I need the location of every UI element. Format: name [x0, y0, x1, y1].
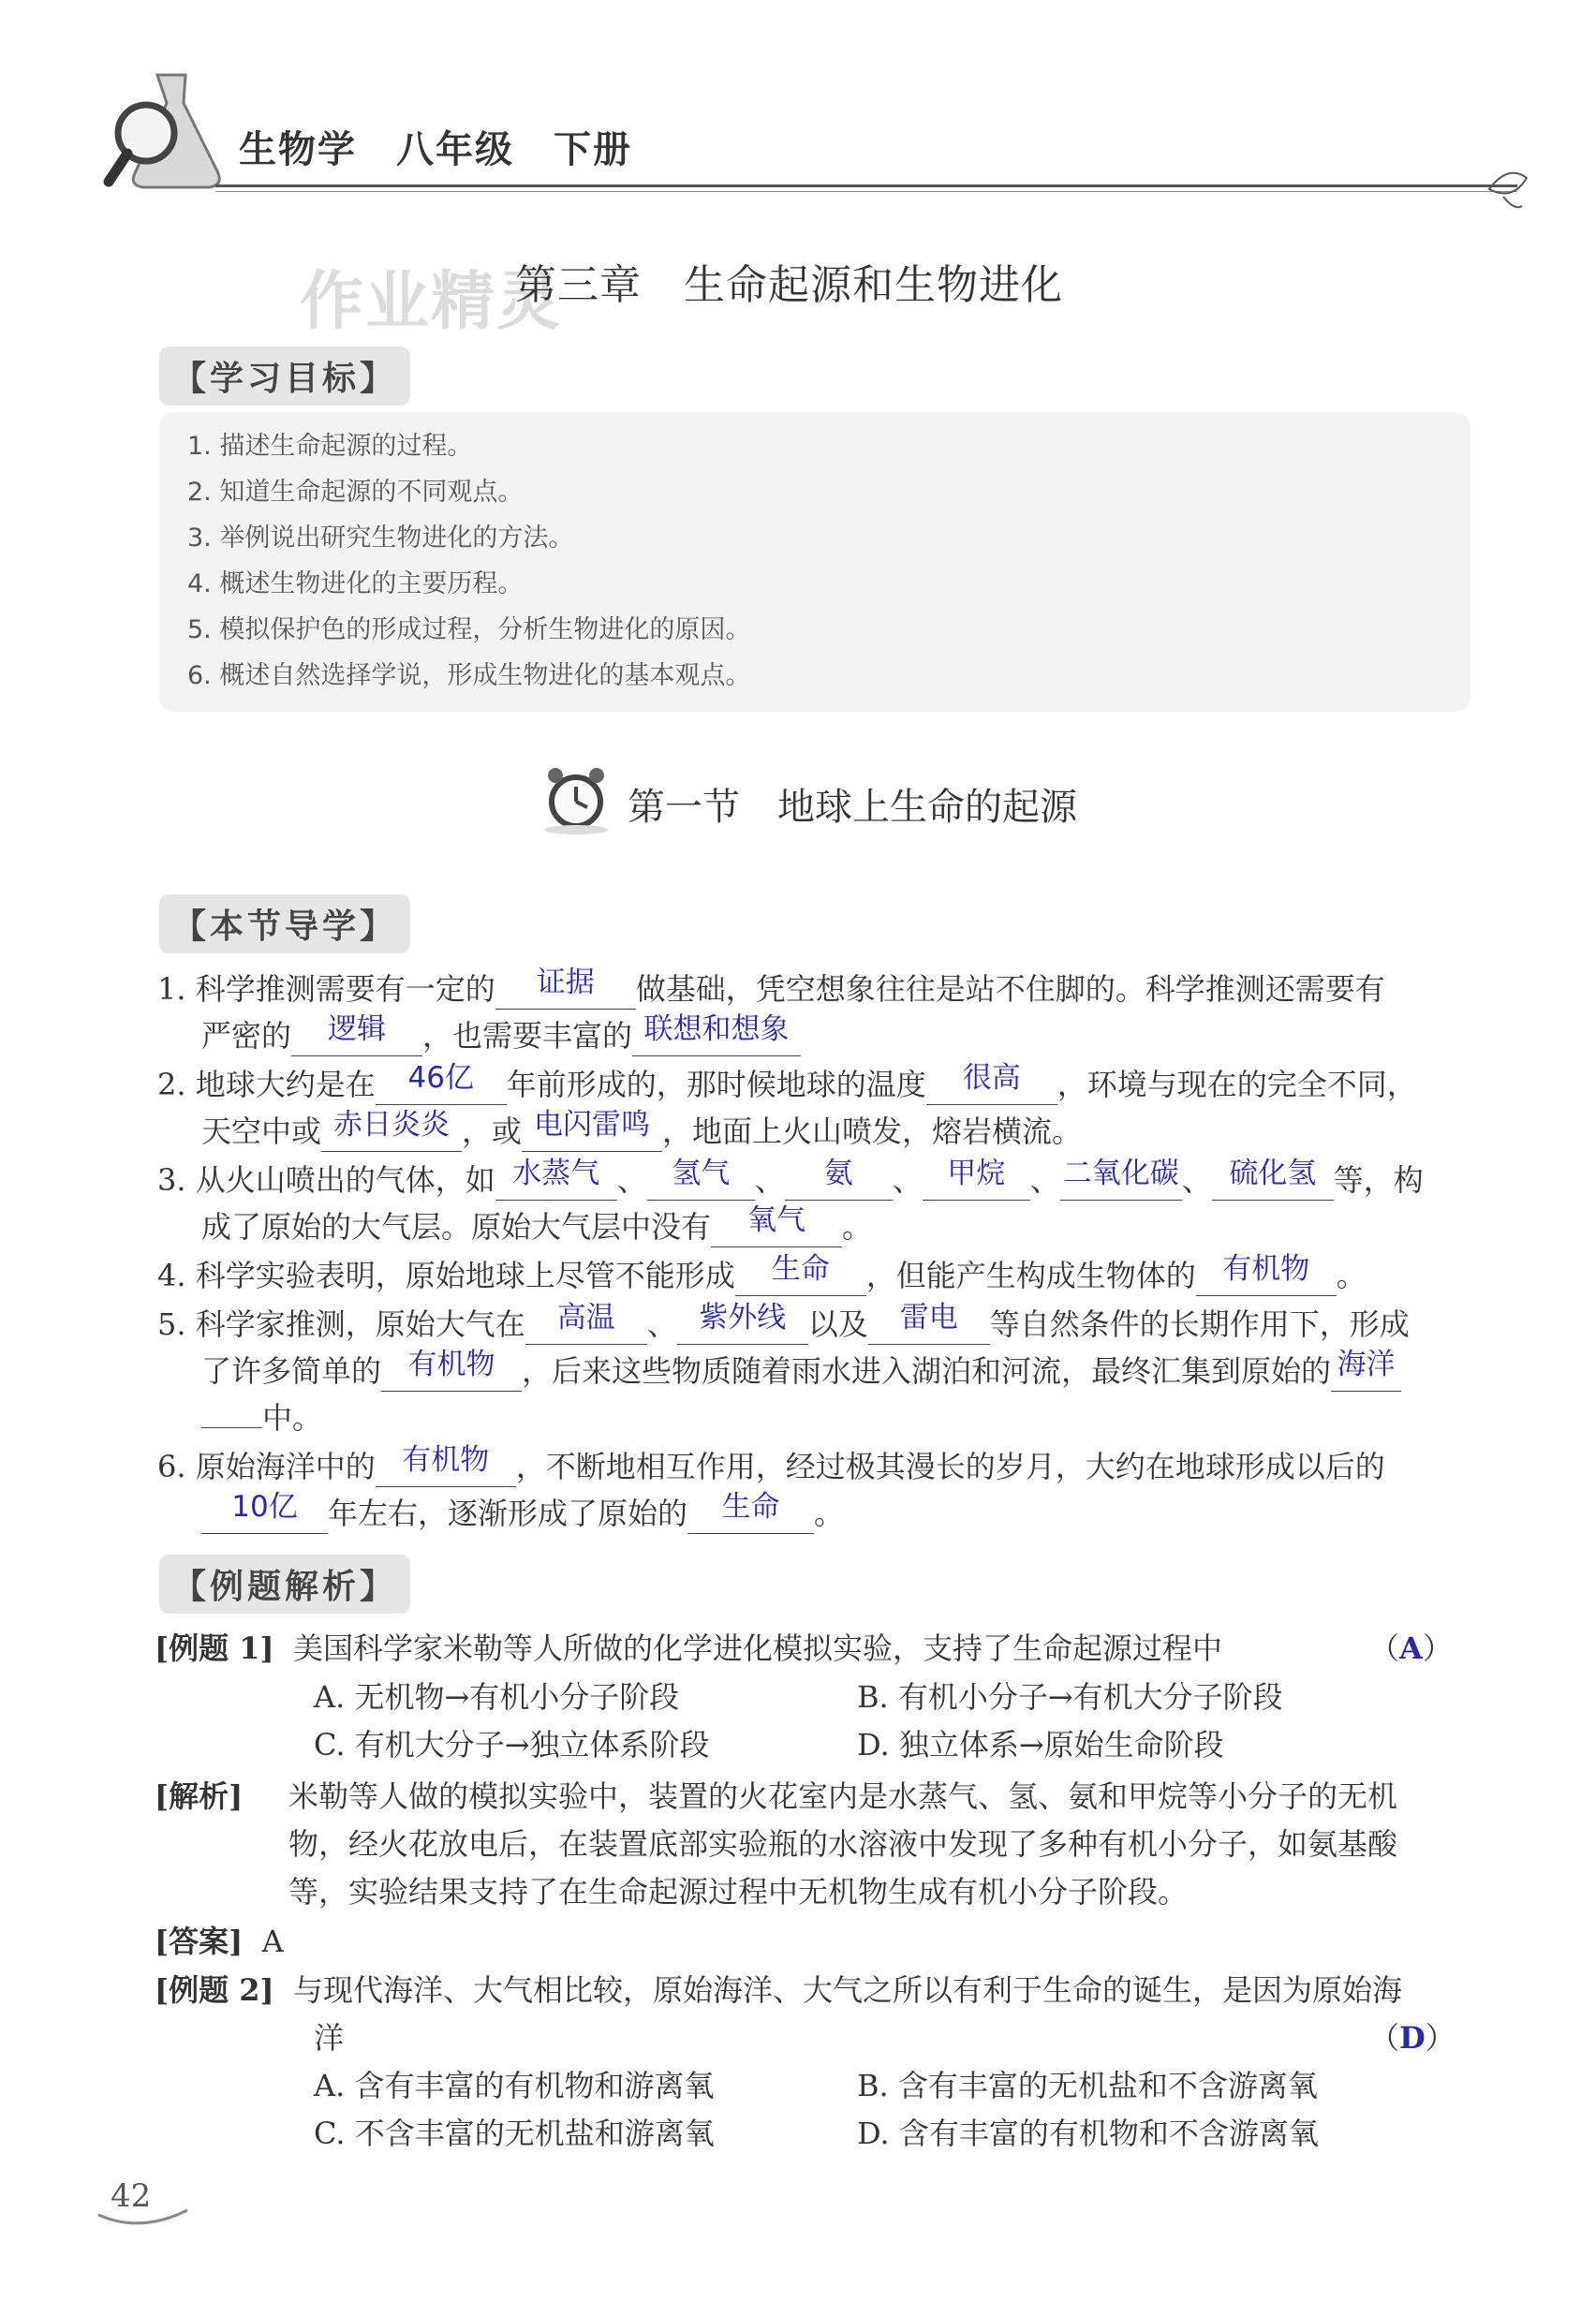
blank[interactable]: 10亿: [201, 1496, 328, 1534]
example-1-question: [例题 1] 美国科学家米勒等人所做的化学进化模拟实验，支持了生命起源过程中: [155, 1630, 1223, 1666]
goal-item: 5. 模拟保护色的形成过程，分析生物进化的原因。: [187, 615, 751, 644]
blank[interactable]: 生命: [735, 1258, 866, 1296]
blank[interactable]: 有机物: [376, 1449, 516, 1487]
goal-item: 6. 概述自然选择学说，形成生物进化的基本观点。: [187, 661, 751, 690]
question-1-line-1: 1. 科学推测需要有一定的 证据 做基础，凭空想象往往是站不住脚的。科学推测还需要有: [157, 965, 1385, 1013]
header-rule-thin: [215, 191, 1517, 192]
option: D. 独立体系→原始生命阶段: [857, 1727, 1224, 1763]
blank[interactable]: 雷电: [868, 1306, 990, 1345]
analysis-line: 物，经火花放电后，在装置底部实验瓶的水溶液中发现了多种有机小分子，如氨基酸: [288, 1826, 1398, 1862]
blank[interactable]: 氧气: [711, 1209, 842, 1247]
blank[interactable]: 赤日炎炎: [321, 1114, 462, 1152]
leaf-icon: [1485, 159, 1531, 215]
goal-item: 3. 举例说出研究生物进化的方法。: [187, 524, 574, 553]
question-3-line-2: 成了原始的大气层。原始大气层中没有 氧气 。: [201, 1202, 872, 1251]
question-3-line-1: 3. 从火山喷出的气体，如 水蒸气 、 氢气 、 氨 、 甲烷 、二氧化碳、 硫化氢 等，构: [157, 1156, 1424, 1204]
blank[interactable]: 甲烷: [923, 1162, 1030, 1201]
option: A. 无机物→有机小分子阶段: [314, 1679, 680, 1715]
page-number: 42: [111, 2177, 152, 2215]
alarm-clock-icon: [539, 760, 613, 835]
option: A. 含有丰富的有机物和游离氧: [314, 2068, 715, 2103]
analysis-tag: [解析]: [155, 1778, 244, 1814]
blank-continued: [201, 1427, 262, 1428]
option: C. 不含丰富的无机盐和游离氧: [314, 2116, 715, 2151]
blank[interactable]: 氨: [785, 1162, 893, 1201]
question-4: 4. 科学实验表明，原始地球上尽管不能形成 生命 ，但能产生构成生物体的 有机物 。: [157, 1251, 1367, 1300]
blank[interactable]: 证据: [495, 971, 636, 1010]
question-2-line-2: 天空中或 赤日炎炎 ，或 电闪雷鸣 ，地面上火山喷发，熔岩横流。: [201, 1107, 1082, 1156]
question-5-line-1: 5. 科学家推测，原始大气在 高温 、 紫外线 以及 雷电 等自然条件的长期作用下，形成: [157, 1300, 1410, 1349]
blank[interactable]: 联想和想象: [632, 1018, 801, 1056]
blank[interactable]: 硫化氢: [1212, 1162, 1334, 1201]
blank[interactable]: 有机物: [381, 1353, 522, 1392]
blank[interactable]: 46亿: [376, 1067, 507, 1105]
header-rule: [215, 184, 1517, 187]
guide-label: 【本节导学】: [159, 894, 410, 953]
analysis-line: 米勒等人做的模拟实验中，装置的火花室内是水蒸气、氢、氨和甲烷等小分子的无机: [288, 1778, 1398, 1814]
answer-key: [答案] A: [155, 1924, 284, 1959]
goal-item: 1. 描述生命起源的过程。: [187, 432, 473, 461]
blank[interactable]: 逻辑: [291, 1018, 422, 1056]
blank[interactable]: 电闪雷鸣: [522, 1114, 662, 1152]
blank[interactable]: 有机物: [1196, 1258, 1337, 1296]
question-6-line-1: 6. 原始海洋中的 有机物 ，不断地相互作用，经过极其漫长的岁月，大约在地球形成以后的: [157, 1442, 1385, 1491]
magnifier-flask-icon: [101, 66, 232, 197]
example-2-answer: （D）: [1369, 2020, 1456, 2056]
blank[interactable]: 二氧化碳: [1060, 1162, 1182, 1201]
blank[interactable]: 水蒸气: [495, 1162, 617, 1201]
option: B. 有机小分子→有机大分子阶段: [857, 1679, 1283, 1715]
goal-item: 4. 概述生物进化的主要历程。: [187, 569, 524, 598]
analysis-line: 等，实验结果支持了在生命起源过程中无机物生成有机小分子阶段。: [288, 1874, 1189, 1910]
chapter-title: 第三章 生命起源和生物进化: [515, 261, 1063, 309]
example-2-question: [例题 2] 与现代海洋、大气相比较，原始海洋、大气之所以有利于生命的诞生，是因为原始海: [155, 1972, 1403, 2008]
option: C. 有机大分子→独立体系阶段: [314, 1727, 710, 1763]
option: D. 含有丰富的有机物和不含游离氧: [857, 2116, 1319, 2151]
blank[interactable]: 高温: [525, 1306, 647, 1345]
blank[interactable]: 氢气: [647, 1162, 755, 1201]
example-2-question-cont: 洋: [314, 2020, 345, 2056]
goal-item: 2. 知道生命起源的不同观点。: [187, 478, 524, 507]
option: B. 含有丰富的无机盐和不含游离氧: [857, 2068, 1318, 2103]
book-title: 生物学 八年级 下册: [239, 128, 632, 171]
question-5-line-2: 了许多简单的 有机物 ，后来这些物质随着雨水进入湖泊和河流，最终汇集到原始的 海洋: [201, 1347, 1401, 1395]
example-1-answer: （A）: [1369, 1630, 1453, 1666]
blank[interactable]: 紫外线: [677, 1306, 808, 1345]
question-5-line-3: 中。: [201, 1394, 322, 1442]
watermark: 作业精灵: [300, 265, 563, 339]
goals-list: [187, 423, 750, 699]
question-2-line-1: 2. 地球大约是在 46亿 年前形成的，那时候地球的温度 很高 ，环境与现在的完全不同，: [157, 1060, 1417, 1109]
question-1-line-2: 严密的 逻辑 ，也需要丰富的 联想和想象: [201, 1011, 801, 1060]
section-title: 第一节 地球上生命的起源: [628, 786, 1077, 829]
examples-label: 【例题解析】: [159, 1555, 410, 1614]
blank[interactable]: 海洋: [1331, 1353, 1401, 1392]
question-6-line-2: 10亿 年左右，逐渐形成了原始的 生命 。: [201, 1489, 844, 1538]
blank[interactable]: 生命: [687, 1496, 814, 1534]
blank[interactable]: 很高: [926, 1067, 1057, 1105]
goals-label: 【学习目标】: [159, 347, 410, 406]
